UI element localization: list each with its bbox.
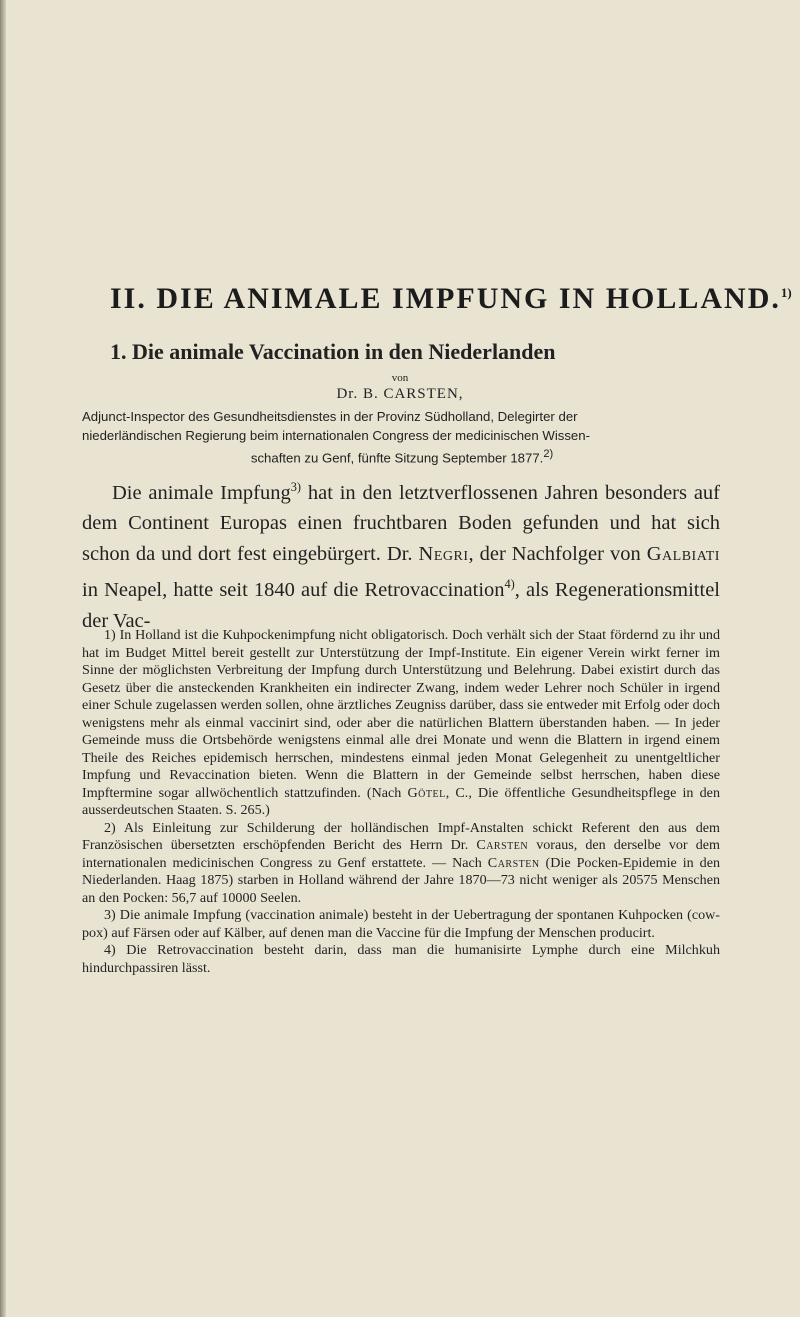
footnote-2 [82, 820, 720, 908]
footnote-1 [82, 627, 720, 820]
author-affiliation [82, 407, 722, 467]
text-run: 2) Als Einleitung zur Schilderung der holländischen Impf-Anstalten schickt Referent den aus dem Französischen übersetzten erschöpfenden Bericht des Herrn Dr. [82, 819, 720, 853]
affiliation-footnote-ref: 2) [543, 448, 554, 460]
text-run: (Die Pocken-Epidemie in den Niederlanden. Haag 1875) starben in Holland während der Jahre 1870—73 nicht weniger als 20575 Menschen an den Pocken: 56,7 auf 10000 Seelen. [82, 854, 720, 906]
name-gotel: Götel [407, 784, 446, 801]
chapter-footnote-ref: 1) [780, 285, 792, 300]
name-carsten: Carsten [487, 854, 540, 871]
chapter-heading [110, 282, 792, 316]
affiliation-line: Adjunct-Inspector des Gesundheitsdienstes in der Provinz Südholland, Delegirter der [82, 409, 578, 424]
footnote-ref-3: 3) [290, 480, 302, 494]
text-run: 1) In Holland ist die Kuhpockenimpfung nicht obligatorisch. Doch verhält sich der Staat fördernd zu ihr und hat im Budget Mittel bereit gestellt zur Unterstützung der Impf-Institute. Ein eigener Verein wirkt ferner im Sinne der möglichsten Verbreitung der Impfung durch Unterstützung und Belehrung. Dabei existirt durch das Gesetz über die ansteckenden Krankheiten ein indirecter Zwang, indem weder Lehrer noch Schüler in irgend einer Schule zugelassen werden sollen, ohne ärztliches Zeugniss darüber, dass sie entweder mit Erfolg oder doch wenigstens mehr als einmal vaccinirt sind, oder aber die natürlichen Blattern überstanden haben. — In jeder Gemeinde muss die Ortsbehörde wenigstens einmal alle drei Monate und wenn die Blattern in irgend einem Theile des Reiches epidemisch herrschen, mindestens einmal jeden Monat Gelegenheit zu unentgeltlicher Impfung und Revaccination bieten. Wenn die Blattern in der Gemeinde selbst herrschen, haben diese Impftermine sogar allwöchentlich stattzufinden. (Nach [82, 627, 720, 801]
affiliation-line-last [82, 445, 722, 467]
chapter-number: II. [110, 282, 147, 315]
page-binding-edge [0, 0, 6, 1317]
footnote-4: 4) Die Retrovaccination besteht darin, dass man die humanisirte Lymphe durch eine Milchkuh hindurchpassiren lässt. [82, 942, 720, 976]
main-text [82, 472, 720, 636]
text-run: Die animale Impfung [112, 481, 291, 504]
name-galbiati: Galbiati [646, 542, 720, 565]
chapter-title: DIE ANIMALE IMPFUNG IN HOLLAND. [156, 282, 781, 315]
affiliation-line: niederländischen Regierung beim internationalen Congress der medicinischen Wissen- [82, 428, 590, 443]
name-negri: Negri [418, 542, 469, 565]
text-run: voraus, den derselbe vor dem internationalen medicinischen Congress zu Genf erstattete. — Nach [82, 837, 720, 871]
text-run: hat in den letztverflossenen Jahren besonders auf dem Continent Europas einen fruchtbaren Boden gefunden und hat sich schon da und dort fest eingebürgert. Dr. [82, 481, 720, 565]
text-run: , C., Die öffentliche Gesundheitspflege in den ausserdeutschen Staaten. S. 265.) [82, 784, 720, 818]
section-title: 1. Die animale Vaccination in den Niederlanden [110, 339, 556, 364]
von-label: von [391, 372, 409, 384]
name-carsten: Carsten [476, 837, 529, 853]
affiliation-line: schaften zu Genf, fünfte Sitzung September 1877. [250, 450, 544, 466]
text-run: , als Regenerationsmittel der Vac- [82, 579, 720, 632]
main-paragraph [82, 472, 720, 636]
author-name: Dr. B. CARSTEN, [336, 386, 464, 402]
footnote-ref-4: 4) [504, 577, 515, 592]
footnote-3: 3) Die animale Impfung (vaccination animale) besteht in der Uebertragung der spontanen Kuhpocken (cow-pox) auf Färsen oder auf Kälber, auf denen man die Vaccine für die Impfung der Menschen producirt. [82, 907, 720, 941]
text-run: in Neapel, hatte seit 1840 auf die Retrovaccination [82, 579, 505, 602]
footnotes [82, 627, 720, 977]
text-run: , der Nachfolger von [468, 542, 647, 565]
